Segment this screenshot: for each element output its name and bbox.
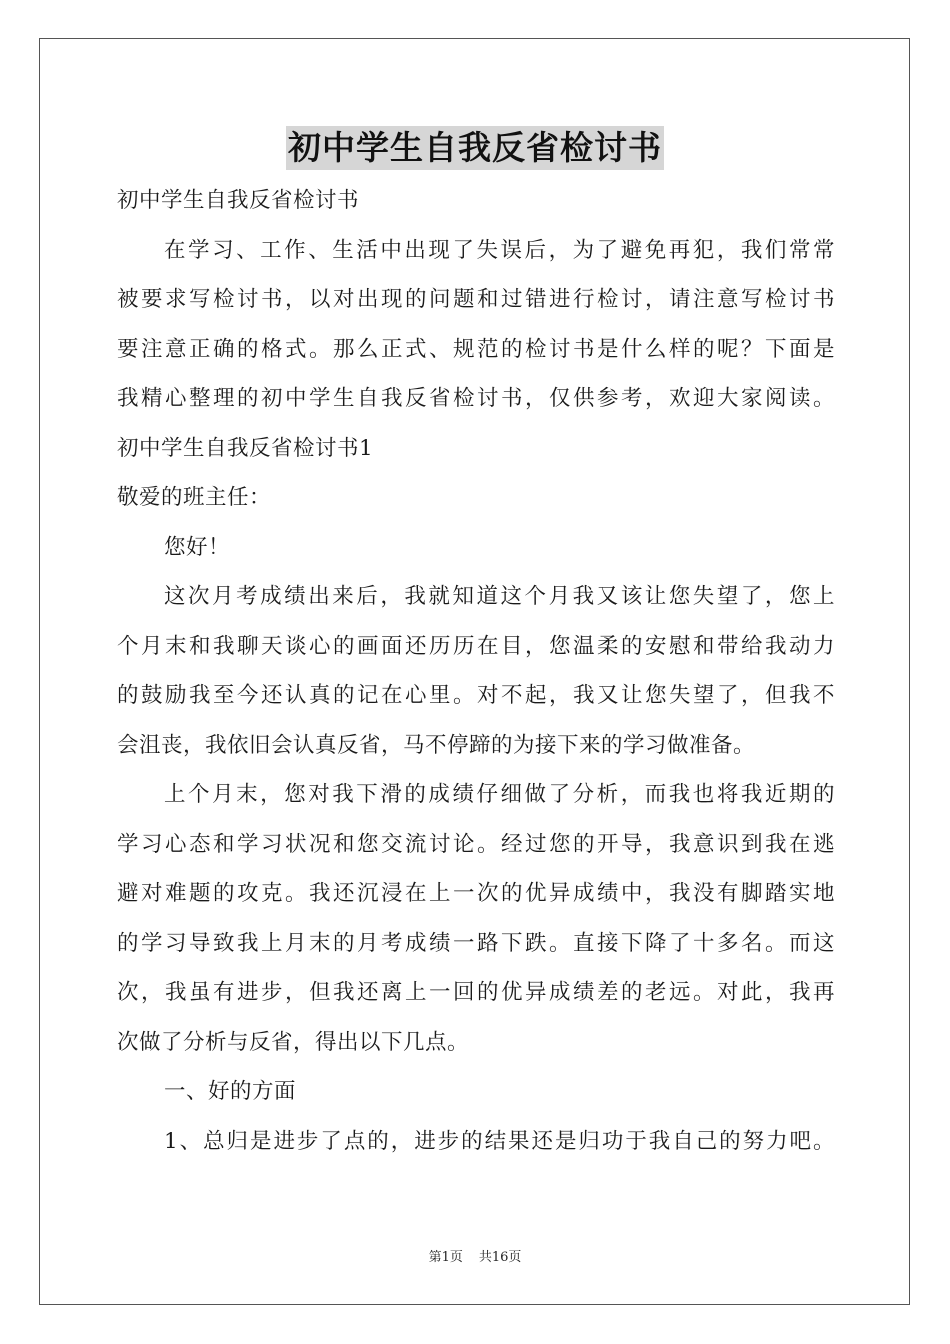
text-line: 次，我虽有进步，但我还离上一回的优异成绩差的老远。对此，我再 xyxy=(117,980,835,1005)
document-body xyxy=(117,176,835,1166)
title-container xyxy=(0,126,950,170)
text-line: 初中学生自我反省检讨书 xyxy=(117,188,360,213)
text-line: 1、总归是进步了点的，进步的结果还是归功于我自己的努力吧。 xyxy=(164,1128,835,1154)
text-line: 的鼓励我至今还认真的记在心里。对不起，我又让您失望了，但我不 xyxy=(117,683,835,708)
text-line: 被要求写检讨书，以对出现的问题和过错进行检讨，请注意写检讨书 xyxy=(117,287,835,312)
text-line: 您好！ xyxy=(164,534,231,560)
text-line: 避对难题的攻克。我还沉浸在上一次的优异成绩中，我没有脚踏实地 xyxy=(117,881,835,906)
text-line: 要注意正确的格式。那么正式、规范的检讨书是什么样的呢？下面是 xyxy=(117,336,835,362)
text-line: 次做了分析与反省，得出以下几点。 xyxy=(117,1029,470,1055)
page-total: 共16页 xyxy=(478,1250,522,1265)
text-line: 学习心态和学习状况和您交流讨论。经过您的开导，我意识到我在逃 xyxy=(117,831,835,857)
page-footer xyxy=(0,1246,950,1265)
page-number: 第1页 xyxy=(428,1250,463,1265)
text-line: 上个月末，您对我下滑的成绩仔细做了分析，而我也将我近期的 xyxy=(164,782,835,807)
text-line: 这次月考成绩出来后，我就知道这个月我又该让您失望了，您上 xyxy=(164,584,835,609)
text-line: 会沮丧，我依旧会认真反省，马不停蹄的为接下来的学习做准备。 xyxy=(117,732,756,758)
text-line: 个月末和我聊天谈心的画面还历历在目，您温柔的安慰和带给我动力 xyxy=(117,633,835,659)
text-line: 敬爱的班主任： xyxy=(117,485,272,510)
text-line: 在学习、工作、生活中出现了失误后，为了避免再犯，我们常常 xyxy=(164,237,835,263)
text-line: 我精心整理的初中学生自我反省检讨书，仅供参考，欢迎大家阅读。 xyxy=(117,386,835,411)
text-line: 初中学生自我反省检讨书1 xyxy=(117,435,374,461)
document-title: 初中学生自我反省检讨书 xyxy=(286,126,664,170)
text-line: 的学习导致我上月末的月考成绩一路下跌。直接下降了十多名。而这 xyxy=(117,930,835,956)
text-line: 一、好的方面 xyxy=(164,1079,297,1104)
